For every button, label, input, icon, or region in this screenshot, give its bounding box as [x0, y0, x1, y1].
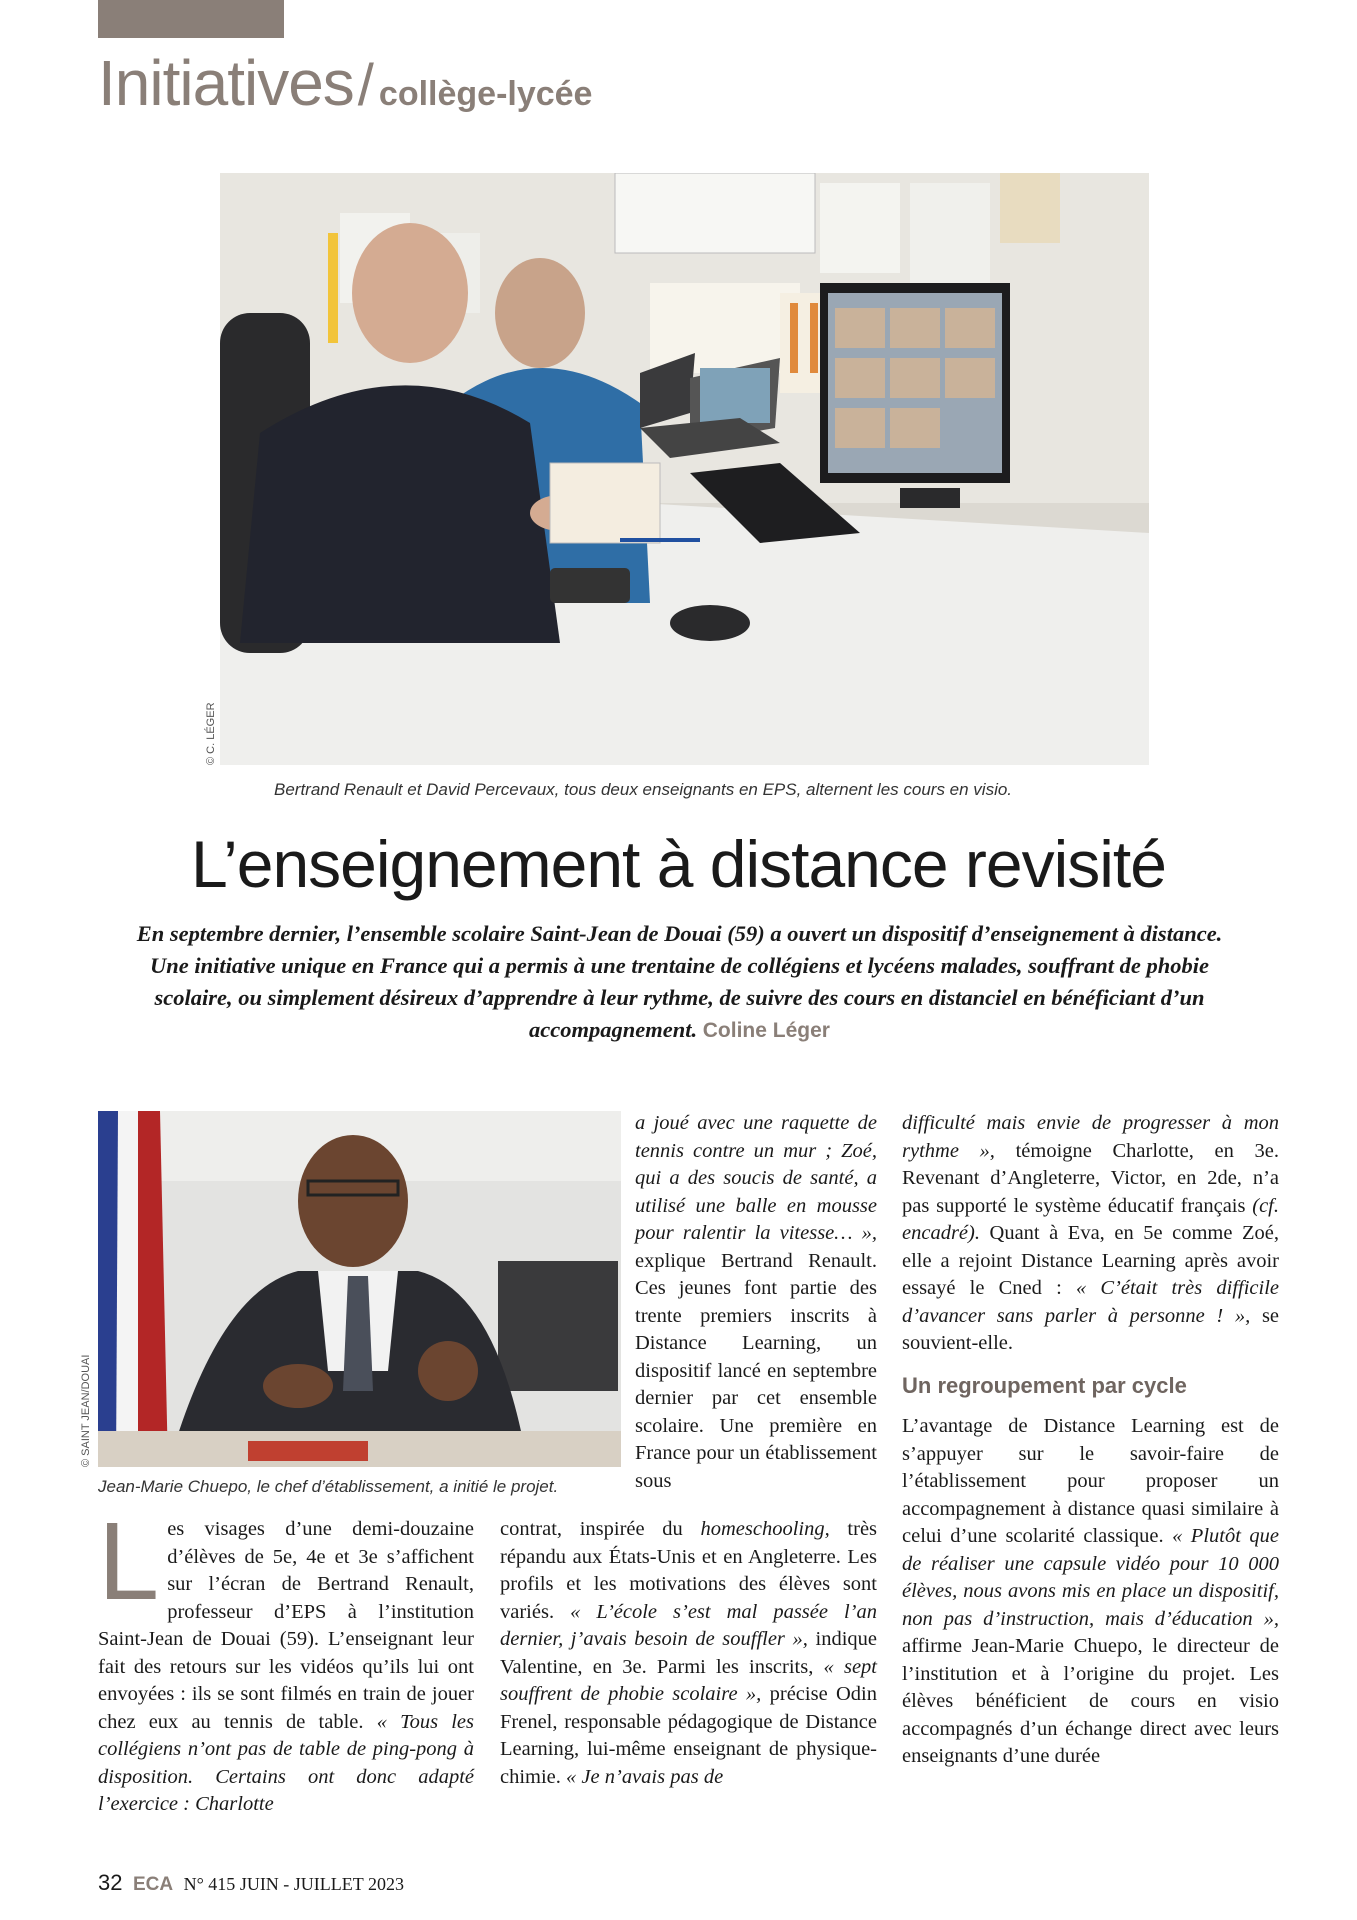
- column-2-top: [635, 1110, 877, 1495]
- section-title: [98, 46, 592, 120]
- author-name: Coline Léger: [702, 1019, 830, 1042]
- column-2-bottom: [500, 1516, 877, 1791]
- col2-quote-a: homeschooling,: [700, 1518, 830, 1540]
- principal-portrait: [98, 1111, 621, 1467]
- col3-quote-d: « Plutôt que de réaliser une capsule vidéo pour 10 000 élèves, nous avons mis en place un dispositif, non pas d’instruction, mais d’éducation »,: [902, 1525, 1279, 1630]
- col2-text-b: très répandu aux États-Unis et en Angleterre. Les profils et les motivations des élèves sont variés.: [500, 1518, 878, 1623]
- col2-text-a: contrat, inspirée du: [500, 1518, 683, 1540]
- col2-quote-top: a joué avec une raquette de tennis contre un mur ; Zoé, qui a des soucis de santé, a utilisé une balle en mousse pour ralentir la vitesse… »,: [635, 1112, 877, 1244]
- section-name: Initiatives: [98, 47, 354, 119]
- issue-date: JUIN - JUILLET 2023: [239, 1874, 404, 1894]
- teachers-office-photo: [220, 173, 1149, 765]
- col3-text-d: L’avantage de Distance Learning est de s’appuyer sur le savoir-faire de l’établissement pour proposer un accompagnement à distance quasi similaire à celui d’une scolarité classique.: [902, 1415, 1279, 1547]
- col2-quote-d: « Je n’avais pas de: [566, 1765, 724, 1788]
- main-photo-caption: Bertrand Renault et David Percevaux, tous deux enseignants en EPS, alternent les cours en visio.: [274, 780, 1013, 799]
- section-color-bar: [98, 0, 284, 38]
- col2-text-c: indique Valentine, en 3e. Parmi les inscrits,: [500, 1628, 878, 1678]
- col3-quote-b: (cf. encadré).: [902, 1194, 1279, 1244]
- principal-photo-credit: © SAINT JEAN/DOUAI: [80, 1354, 92, 1467]
- col3-text-a: témoigne Charlotte, en 3e. Revenant d’Angleterre, Victor, en 2de, n’a pas supporté le système éducatif français: [902, 1139, 1279, 1217]
- main-photo: [220, 173, 1149, 765]
- subheading: Un regroupement par cycle: [902, 1372, 1187, 1398]
- col3-quote-c: « C’était très difficile d’avancer sans parler à personne ! »,: [902, 1277, 1280, 1327]
- col2-text-top: explique Bertrand Renault. Ces jeunes font partie des trente premiers inscrits à Distance Learning, un dispositif lancé en septembre dernier par cet ensemble scolaire. Une première en France pour un établissement sous: [635, 1249, 877, 1492]
- col3-text-e: affirme Jean-Marie Chuepo, le directeur de l’institution et à l’origine du projet. Les élèves bénéficient de cours en visio accompagnés d’un échange direct avec leurs enseignants d’une durée: [902, 1635, 1279, 1767]
- page-footer: [98, 1870, 404, 1896]
- col3-text-b: Quant à Eva, en 5e comme Zoé, elle a rejoint Distance Learning après avoir essayé le Cned :: [902, 1222, 1279, 1299]
- col2-text-d: précise Odin Frenel, responsable pédagogique de Distance Learning, lui-même enseignant de physique-chimie.: [500, 1683, 878, 1788]
- magazine-name: ECA: [132, 1874, 174, 1895]
- col2-quote-c: « sept souffrent de phobie scolaire »,: [500, 1655, 877, 1705]
- section-subtitle: collège-lycée: [378, 75, 593, 113]
- col3-text-c: se souvient-elle.: [902, 1304, 1280, 1354]
- drop-cap: L: [98, 1500, 160, 1623]
- principal-photo-caption: Jean-Marie Chuepo, le chef d’établissement, a initié le projet.: [98, 1477, 559, 1496]
- col3-quote-a: difficulté mais envie de progresser à mon rythme »,: [902, 1112, 1279, 1162]
- article-lead: [122, 918, 1237, 1047]
- lead-text: En septembre dernier, l’ensemble scolaire Saint-Jean de Douai (59) a ouvert un dispositif d’enseignement à distance. Une initiative unique en France qui a permis à une trentaine de collégiens et lycéens malades, souffrant de phobie scolaire, ou simplement désireux d’apprendre à leur rythme, de suivre des cours en distanciel en bénéficiant d’un accompagnement.: [136, 921, 1223, 1042]
- section-slash: /: [357, 53, 373, 118]
- column-3: [902, 1110, 1279, 1771]
- article-headline: L’enseignement à distance revisité: [191, 827, 1166, 901]
- col1-paragraph: es visages d’une demi-douzaine d’élèves de 5e, 4e et 3e s’affichent sur l’écran de Bertrand Renault, professeur d’EPS à l’institution Saint-Jean de Douai (59). L’enseignant leur fait des retours sur les vidéos qu’ils lui ont envoyées : ils se sont filmés en train de jouer chez eux au tennis de table.: [98, 1518, 474, 1733]
- col1-quote: « Tous les collégiens n’ont pas de table de ping-pong à disposition. Certains ont donc adapté l’exercice : Charlotte: [98, 1710, 475, 1815]
- col2-quote-b: « L’école s’est mal passée l’an dernier, j’avais besoin de souffler »,: [500, 1600, 878, 1650]
- issue-number: N° 415: [183, 1874, 236, 1894]
- principal-photo: [98, 1111, 621, 1467]
- page-number: 32: [98, 1870, 123, 1895]
- main-photo-credit: © C. LÉGER: [205, 702, 217, 765]
- column-1: [98, 1500, 475, 1819]
